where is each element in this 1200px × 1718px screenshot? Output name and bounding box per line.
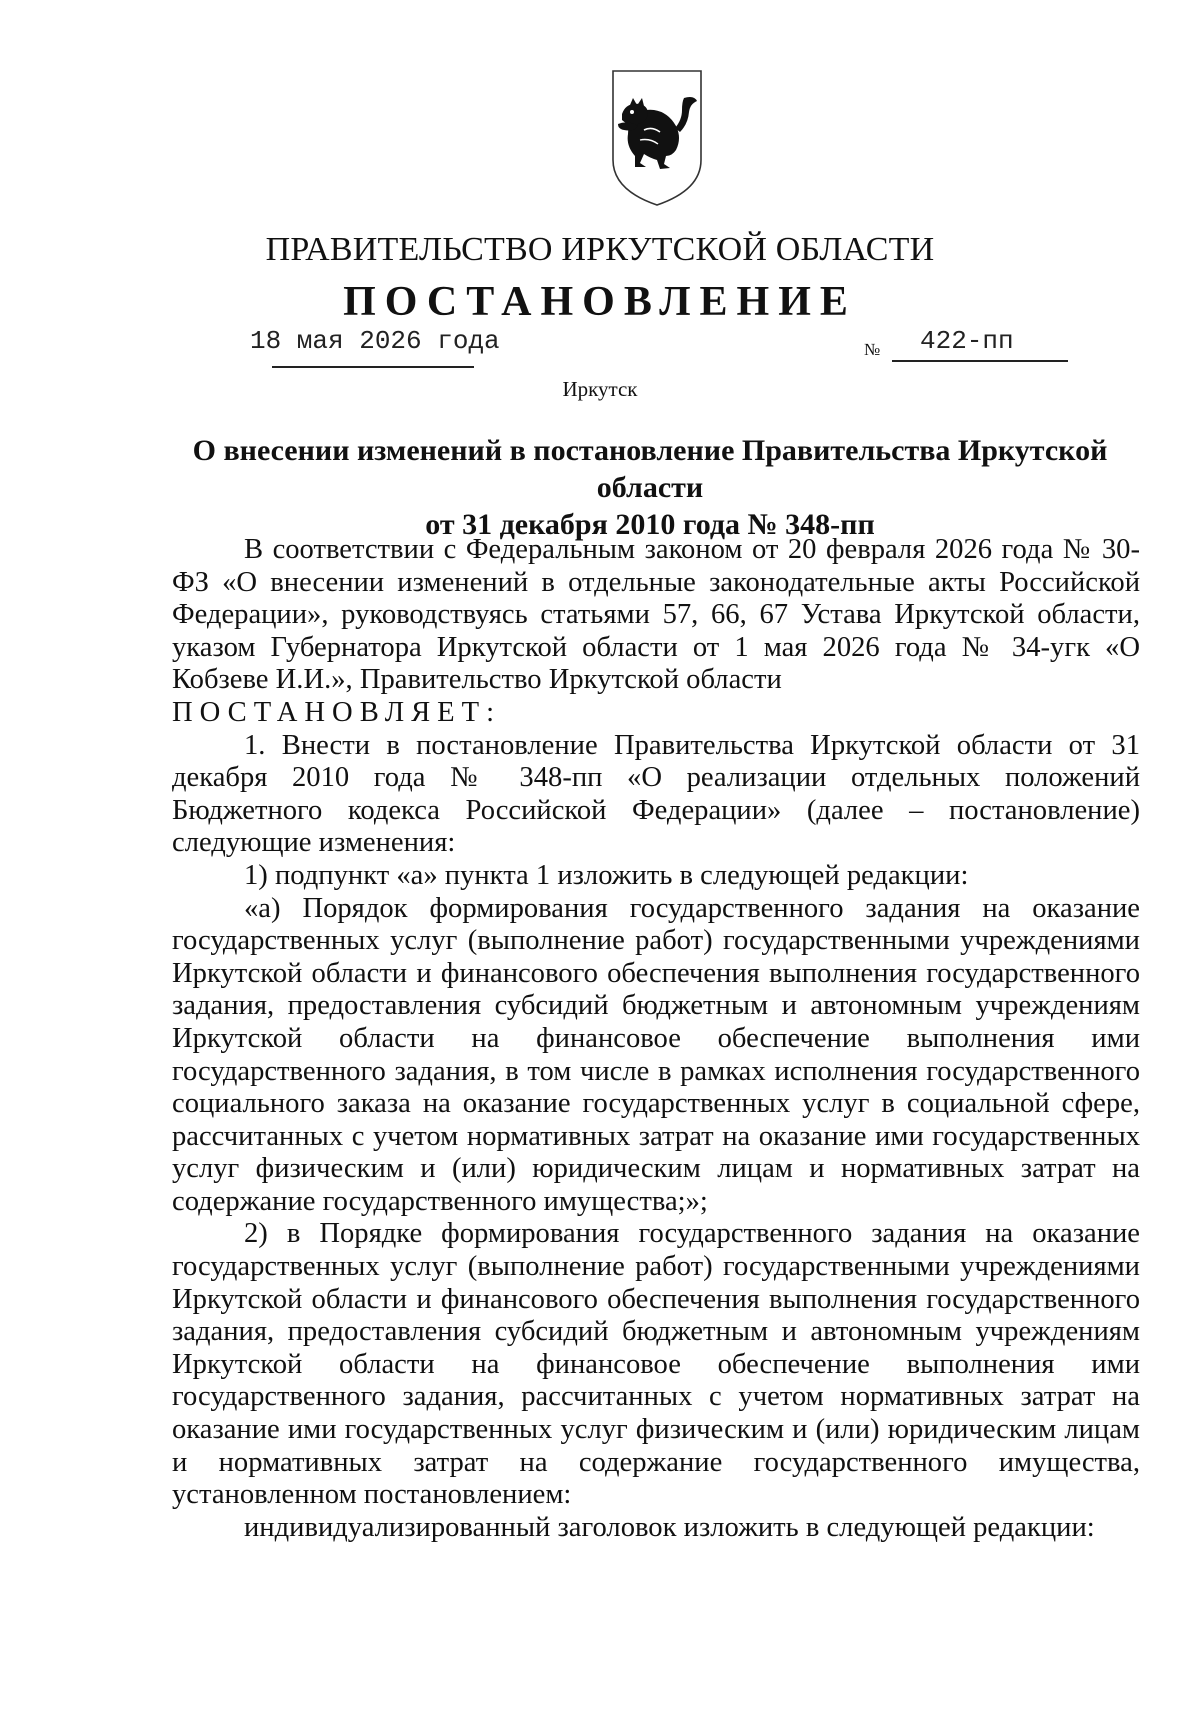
number-sign: №: [864, 340, 881, 359]
preamble-paragraph: В соответствии с Федеральным законом от 20 февраля 2026 года № 30-ФЗ «О внесении изменений в отдельные законодательные акты Российской Федерации», руководствуясь статьями 57, 66, 67 Устава Иркутской области, указом Губернатора Иркутской области от 1 мая 2026 года № 34-угк «О Кобзеве И.И.», Правительство Иркутской области: [172, 534, 1140, 696]
organization-name: ПРАВИТЕЛЬСТВО ИРКУТСКОЙ ОБЛАСТИ: [265, 231, 935, 268]
document-type: ПОСТАНОВЛЕНИЕ: [343, 279, 857, 325]
title-line-1: О внесении изменений в постановление Правительства Иркутской области: [192, 434, 1108, 504]
subitem-1-text: «а) Порядок формирования государственного задания на оказание государственных услуг (выполнение работ) государственными учреждениями Иркутской области и финансового обеспечения выполнения государственного задания, предоставления субсидий бюджетным и автономным учреждениям Иркутской области на финансовое обеспечение выполнения ими государственного задания, в том числе в рамках исполнения государственного социального заказа на оказание государственных услуг в социальной сфере, рассчитанных с учетом нормативных затрат на оказание ими государственных услуг физическим и (или) юридическим лицам и нормативных затрат на содержание государственного имущества;»;: [172, 892, 1140, 1217]
decree-word: ПОСТАНОВЛЯЕТ:: [172, 696, 502, 728]
subitem-2-text: индивидуализированный заголовок изложить в следующей редакции:: [244, 1511, 1095, 1543]
document-title: [160, 432, 1140, 543]
document-city: Иркутск: [562, 377, 638, 401]
document-date: 18 мая 2026 года: [250, 326, 500, 356]
number-underline: [892, 360, 1068, 362]
irkutsk-coat-of-arms-icon: [610, 68, 704, 208]
document-body: [172, 534, 1140, 1544]
subitem-1-heading: 1) подпункт «а» пункта 1 изложить в следующей редакции:: [244, 859, 969, 891]
title-line-2: от 31 декабря 2010 года № 348-пп: [425, 508, 875, 541]
subitem-2-paragraph: 2) в Порядке формирования государственного задания на оказание государственных услуг (выполнение работ) государственными учреждениями Иркутской области и финансового обеспечения выполнения государственного задания, предоставления субсидий бюджетным и автономным учреждениям Иркутской области на финансовое обеспечение выполнения ими государственного задания, рассчитанных с учетом нормативных затрат на оказание ими государственных услуг физическим и (или) юридическим лицам и нормативных затрат на содержание государственного имущества, установленном постановлением:: [172, 1218, 1140, 1511]
document-number: 422-пп: [920, 326, 1014, 356]
item-1-paragraph: 1. Внести в постановление Правительства Иркутской области от 31 декабря 2010 года № 348-пп «О реализации отдельных положений Бюджетного кодекса Российской Федерации» (далее – постановление) следующие изменения:: [172, 729, 1140, 859]
date-underline: [272, 366, 474, 368]
